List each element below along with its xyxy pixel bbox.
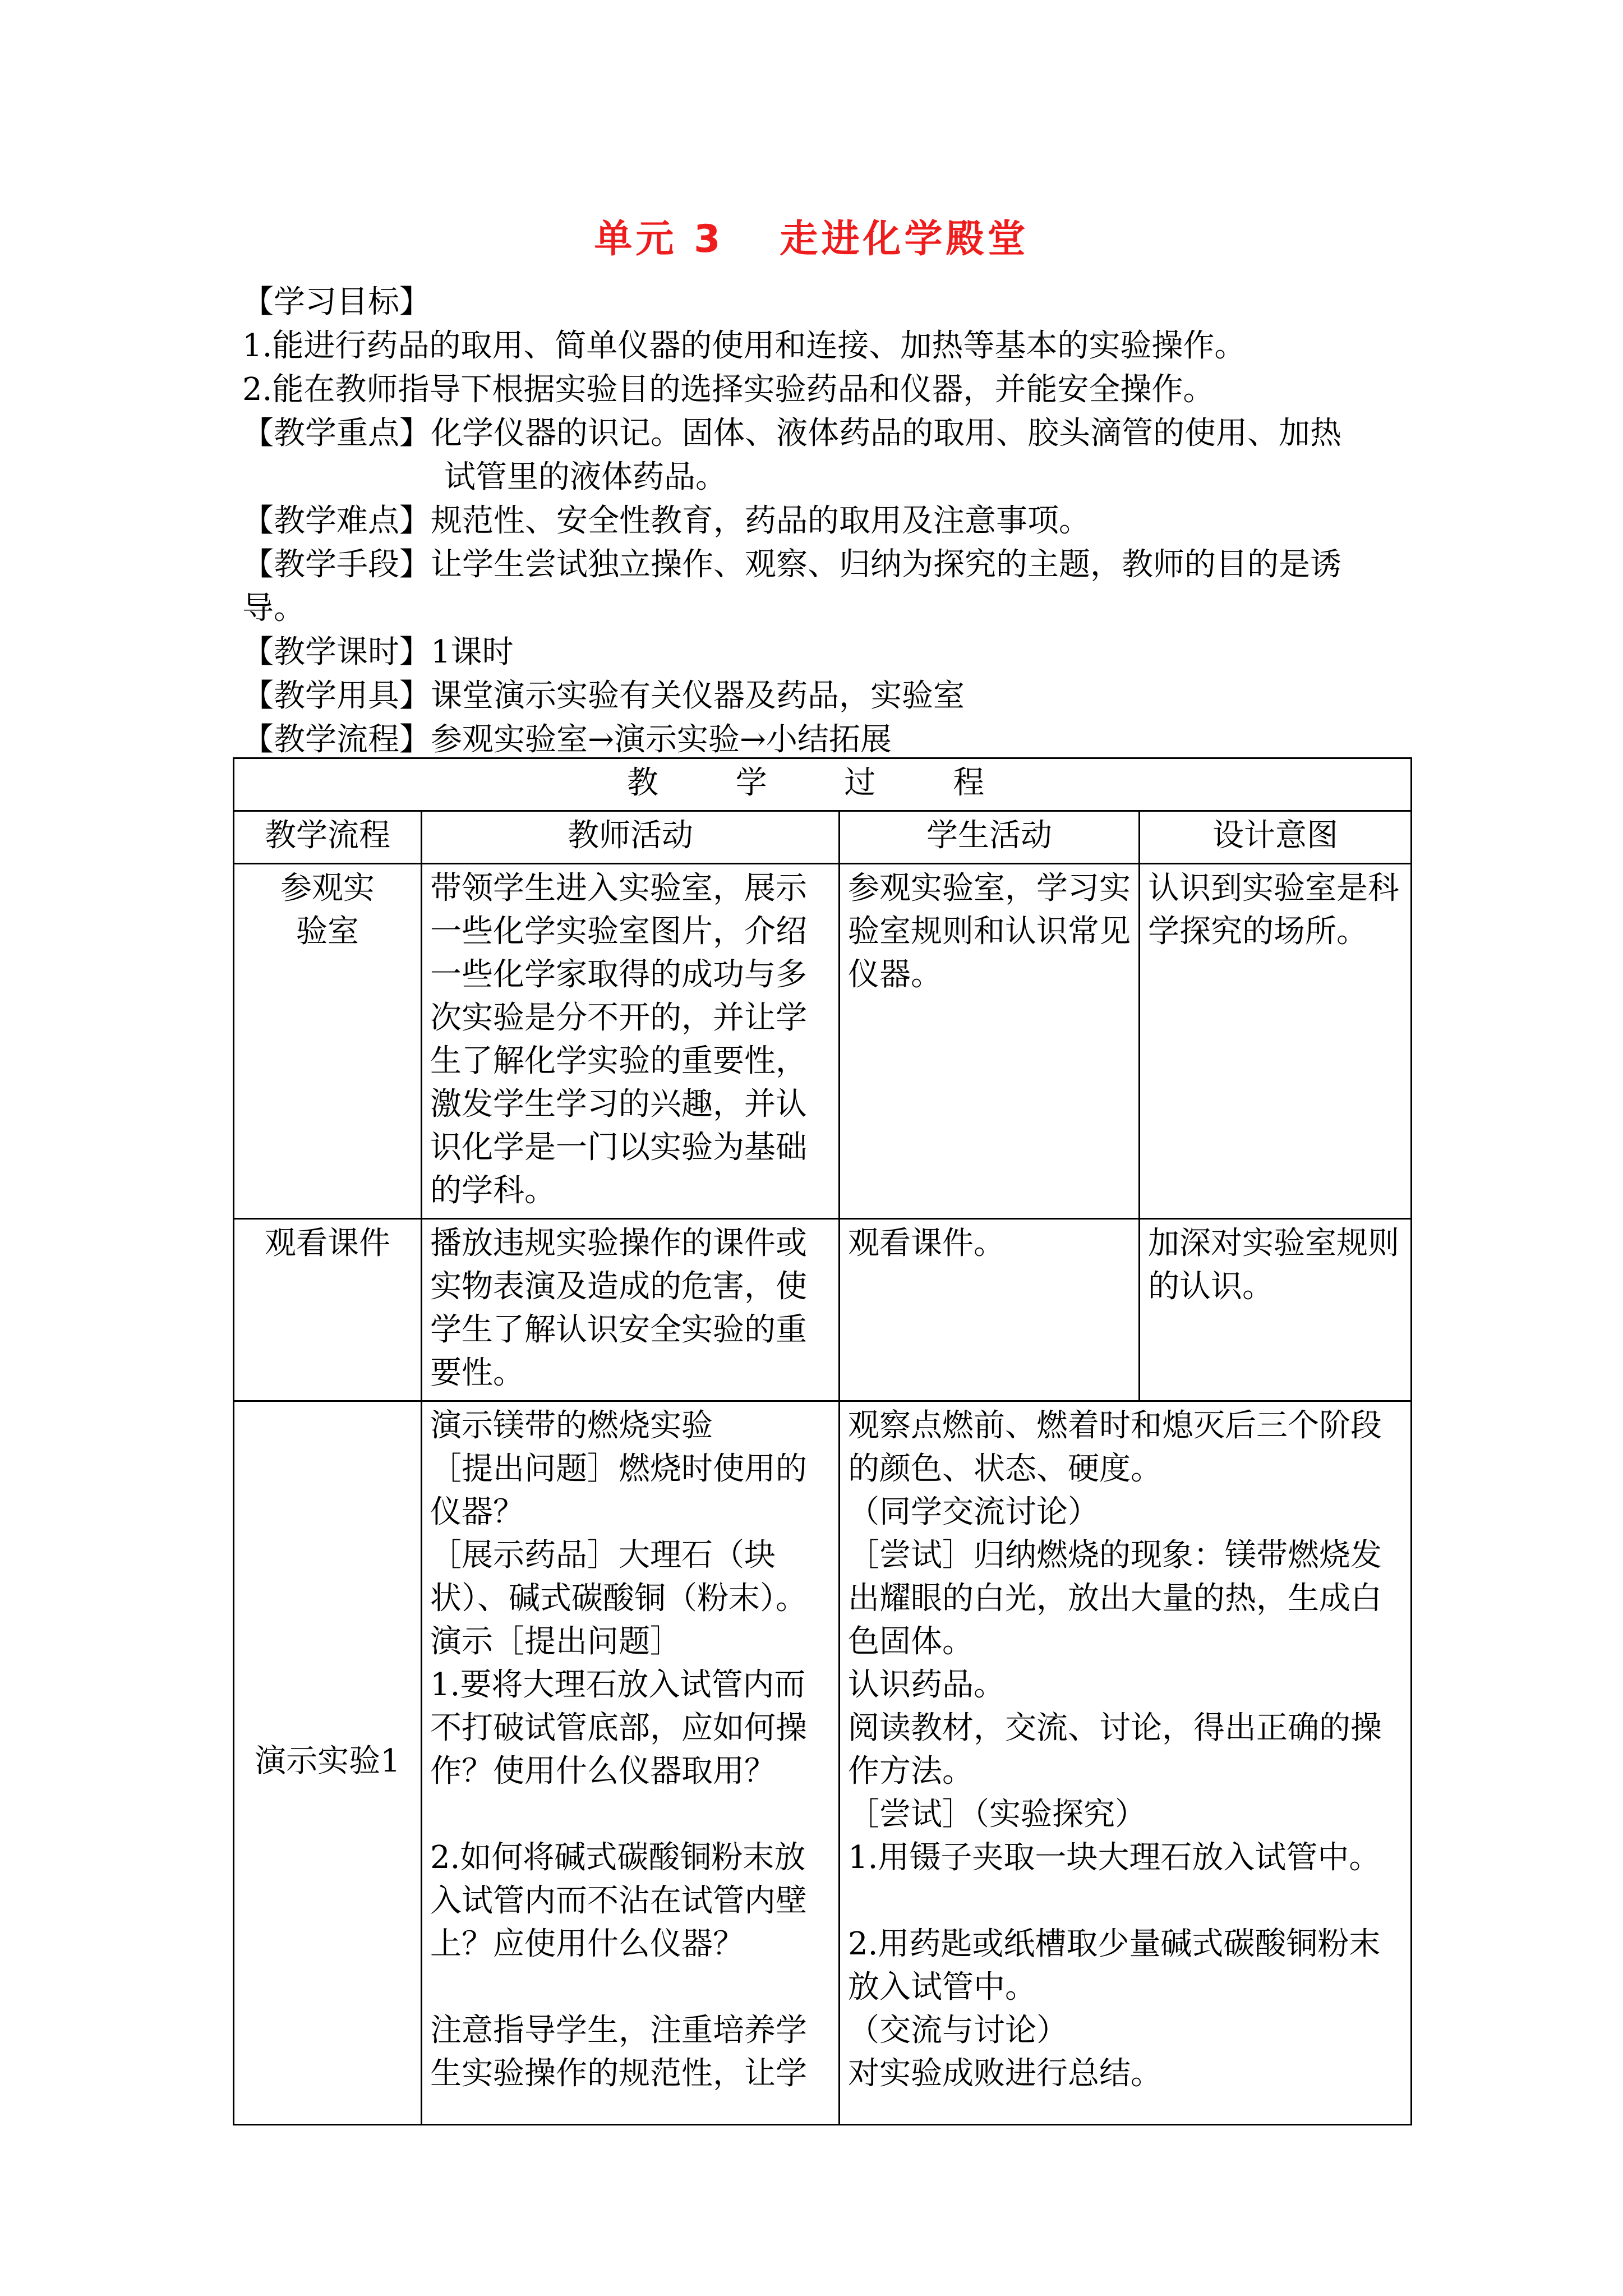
teaching-process-table xyxy=(233,757,1412,2125)
row3-teacher-line: ［提出问题］燃烧时使用的仪器？ xyxy=(430,1451,807,1530)
row3-teacher-blank xyxy=(430,1793,831,1836)
means-label: 【教学手段】 xyxy=(242,546,431,583)
difficulty-label: 【教学难点】 xyxy=(242,503,431,539)
row3-student-line: （交流与讨论） xyxy=(848,2012,1068,2049)
header-teacher: 教师活动 xyxy=(422,811,840,864)
table-caption-row xyxy=(234,758,1412,811)
means xyxy=(242,543,1398,587)
hours-label: 【教学课时】 xyxy=(242,634,431,670)
row3-student-line: 2.用药匙或纸槽取少量碱式碳酸铜粉末放入试管中。 xyxy=(848,1926,1381,2005)
row1-intent: 认识到实验室是科学探究的场所。 xyxy=(1140,864,1412,1219)
row3-teacher xyxy=(422,1401,840,2125)
row3-student-blank xyxy=(848,1879,1403,1922)
row2-intent: 加深对实验室规则的认识。 xyxy=(1140,1219,1412,1401)
header-stage: 教学流程 xyxy=(234,811,422,864)
flow-text: 参观实验室→演示实验→小结拓展 xyxy=(431,721,892,758)
row3-teacher-line: 1.要将大理石放入试管内而不打破试管底部，应如何操作？使用什么仪器取用？ xyxy=(430,1667,807,1789)
row1-student: 参观实验室，学习实验室规则和认识常见仪器。 xyxy=(840,864,1140,1219)
row2-student: 观看课件。 xyxy=(840,1219,1140,1401)
row3-student xyxy=(840,1401,1412,2125)
row3-teacher-line: 注意指导学生，注重培养学生实验操作的规范性，让学 xyxy=(430,2012,807,2092)
goal-2: 2.能在教师指导下根据实验目的选择实验药品和仪器，并能安全操作。 xyxy=(242,371,1215,408)
tools-text: 课堂演示实验有关仪器及药品，实验室 xyxy=(431,678,965,714)
header-student: 学生活动 xyxy=(840,811,1140,864)
row3-teacher-blank xyxy=(430,1966,831,2009)
row3-student-line: 1.用镊子夹取一块大理石放入试管中。 xyxy=(848,1839,1381,1876)
tools-label: 【教学用具】 xyxy=(242,678,431,714)
key-points xyxy=(242,412,1398,455)
row2-stage: 观看课件 xyxy=(234,1219,422,1401)
key-label: 【教学重点】 xyxy=(242,415,431,452)
table-row xyxy=(234,1401,1412,2125)
row2-teacher: 播放违规实验操作的课件或实物表演及造成的危害，使学生了解认识安全实验的重要性。 xyxy=(422,1219,840,1401)
flow xyxy=(242,718,1398,762)
row1-stage: 参观实验室 xyxy=(234,864,422,1219)
row3-stage: 演示实验1 xyxy=(234,1401,422,2125)
flow-label: 【教学流程】 xyxy=(242,721,431,758)
key-text-1: 化学仪器的识记。固体、液体药品的取用、胶头滴管的使用、加热 xyxy=(431,415,1341,452)
row3-student-line: 对实验成败进行总结。 xyxy=(848,2055,1162,2092)
key-text-2: 试管里的液体药品。 xyxy=(444,459,727,495)
page-title xyxy=(0,209,1623,263)
table-header-row xyxy=(234,811,1412,864)
row3-student-line: （同学交流讨论） xyxy=(848,1494,1099,1530)
difficulty-text: 规范性、安全性教育，药品的取用及注意事项。 xyxy=(431,503,1090,539)
title-unit: 单元 3 xyxy=(594,217,724,261)
row3-teacher-line: 演示［提出问题］ xyxy=(430,1623,681,1660)
row3-teacher-line: 2.如何将碱式碳酸铜粉末放入试管内而不沾在试管内壁上？应使用什么仪器？ xyxy=(430,1839,807,1962)
tools xyxy=(242,674,1398,718)
hours xyxy=(242,631,1398,674)
row3-student-line: ［尝试］（实验探究） xyxy=(848,1796,1146,1833)
means-text-1: 让学生尝试独立操作、观察、归纳为探究的主题，教师的目的是诱 xyxy=(431,546,1341,583)
hours-text: 1课时 xyxy=(431,634,514,670)
row3-teacher-line: ［展示药品］大理石（块状）、碱式碳酸铜（粉末）。 xyxy=(430,1537,807,1617)
row3-student-line: ［尝试］归纳燃烧的现象：镁带燃烧发出耀眼的白光，放出大量的热，生成白色固体。 xyxy=(848,1537,1382,1660)
row3-student-line: 认识药品。 xyxy=(848,1667,1005,1703)
row3-student-line: 阅读教材，交流、讨论，得出正确的操作方法。 xyxy=(848,1710,1382,1789)
means-text-2: 导。 xyxy=(242,590,305,627)
difficulty xyxy=(242,499,1398,543)
table-caption: 教 学 过 程 xyxy=(234,758,1412,811)
row1-teacher: 带领学生进入实验室，展示一些化学实验室图片，介绍一些化学家取得的成功与多次实验是分不开的，并让学生了解化学实验的重要性，激发学生学习的兴趣，并认识化学是一门以实验为基础的学科。 xyxy=(422,864,840,1219)
table-row xyxy=(234,864,1412,1219)
row3-student-line: 观察点燃前、燃着时和熄灭后三个阶段的颜色、状态、硬度。 xyxy=(848,1407,1382,1487)
table-row xyxy=(234,1219,1412,1401)
goals-heading: 【学习目标】 xyxy=(242,284,431,320)
goal-1: 1.能进行药品的取用、简单仪器的使用和连接、加热等基本的实验操作。 xyxy=(242,328,1246,364)
intro-section xyxy=(242,280,1398,762)
row3-teacher-line: 演示镁带的燃烧实验 xyxy=(430,1407,713,1444)
header-intent: 设计意图 xyxy=(1140,811,1412,864)
title-name: 走进化学殿堂 xyxy=(780,217,1029,261)
